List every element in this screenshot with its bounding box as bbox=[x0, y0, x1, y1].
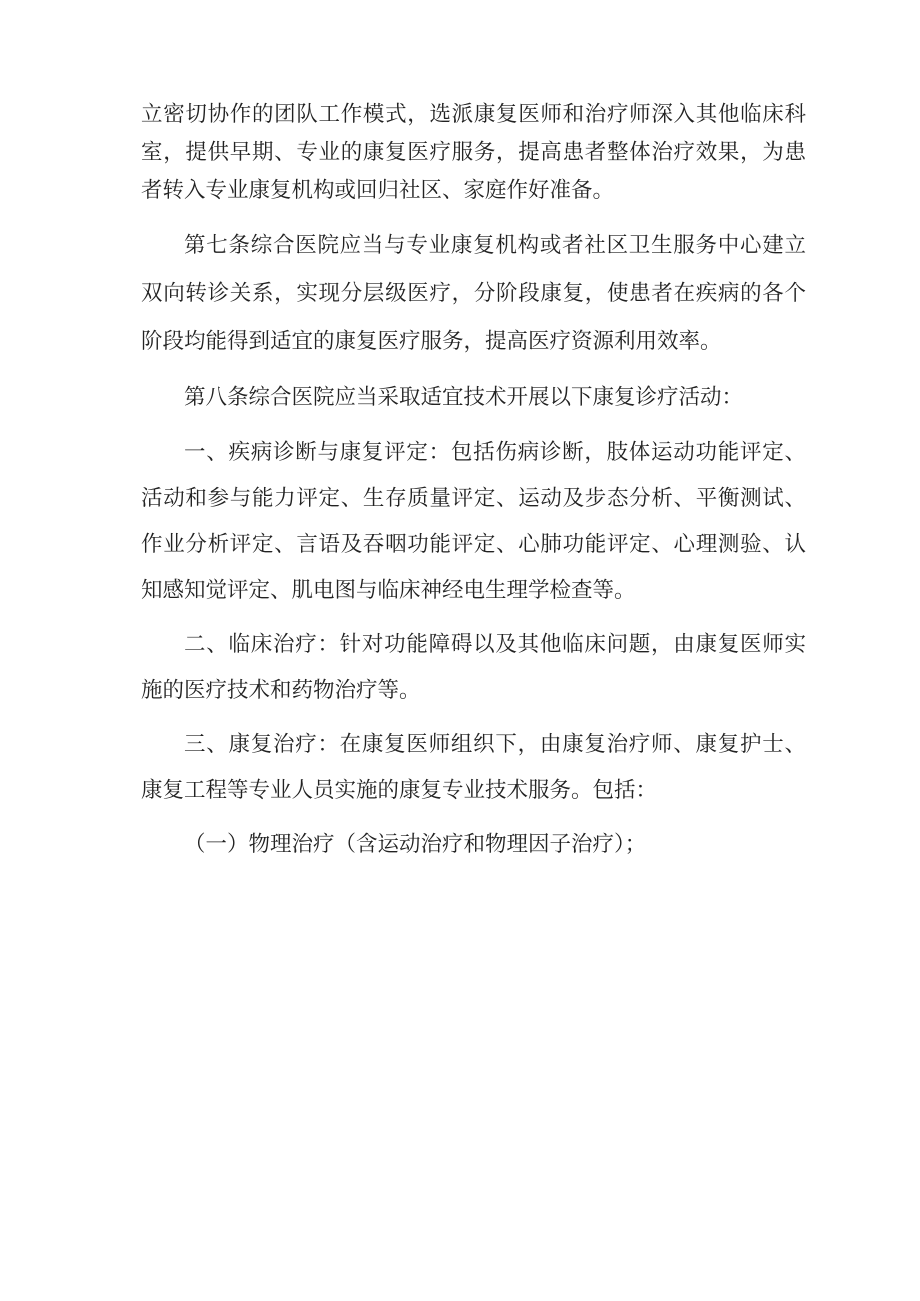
paragraph-item-2: 二、临床治疗：针对功能障碍以及其他临床问题，由康复医师实施的医疗技术和药物治疗等。 bbox=[141, 632, 806, 703]
paragraph-continuation: 立密切协作的团队工作模式，选派康复医师和治疗师深入其他临床科室，提供早期、专业的康复医疗服务，提高患者整体治疗效果，为患者转入专业康复机构或回归社区、家庭作好准备。 bbox=[141, 102, 806, 203]
paragraph-subitem-1: （一）物理治疗（含运动治疗和物理因子治疗）； bbox=[184, 832, 647, 857]
paragraph-article-7: 第七条综合医院应当与专业康复机构或者社区卫生服务中心建立双向转诊关系，实现分层级医疗，分阶段康复，使患者在疾病的各个阶段均能得到适宜的康复医疗服务，提高医疗资源利用效率。 bbox=[141, 233, 806, 354]
paragraph-item-3: 三、康复治疗：在康复医师组织下，由康复治疗师、康复护士、康复工程等专业人员实施的康复专业技术服务。包括： bbox=[141, 732, 806, 803]
paragraph-article-8: 第八条综合医院应当采取适宜技术开展以下康复诊疗活动： bbox=[184, 385, 744, 410]
document-body bbox=[141, 96, 806, 876]
paragraph-item-1: 一、疾病诊断与康复评定：包括伤病诊断，肢体运动功能评定、活动和参与能力评定、生存质量评定、运动及步态分析、平衡测试、作业分析评定、言语及吞咽功能评定、心肺功能评定、心理测验、认知感知觉评定、肌电图与临床神经电生理学检查等。 bbox=[141, 440, 806, 603]
